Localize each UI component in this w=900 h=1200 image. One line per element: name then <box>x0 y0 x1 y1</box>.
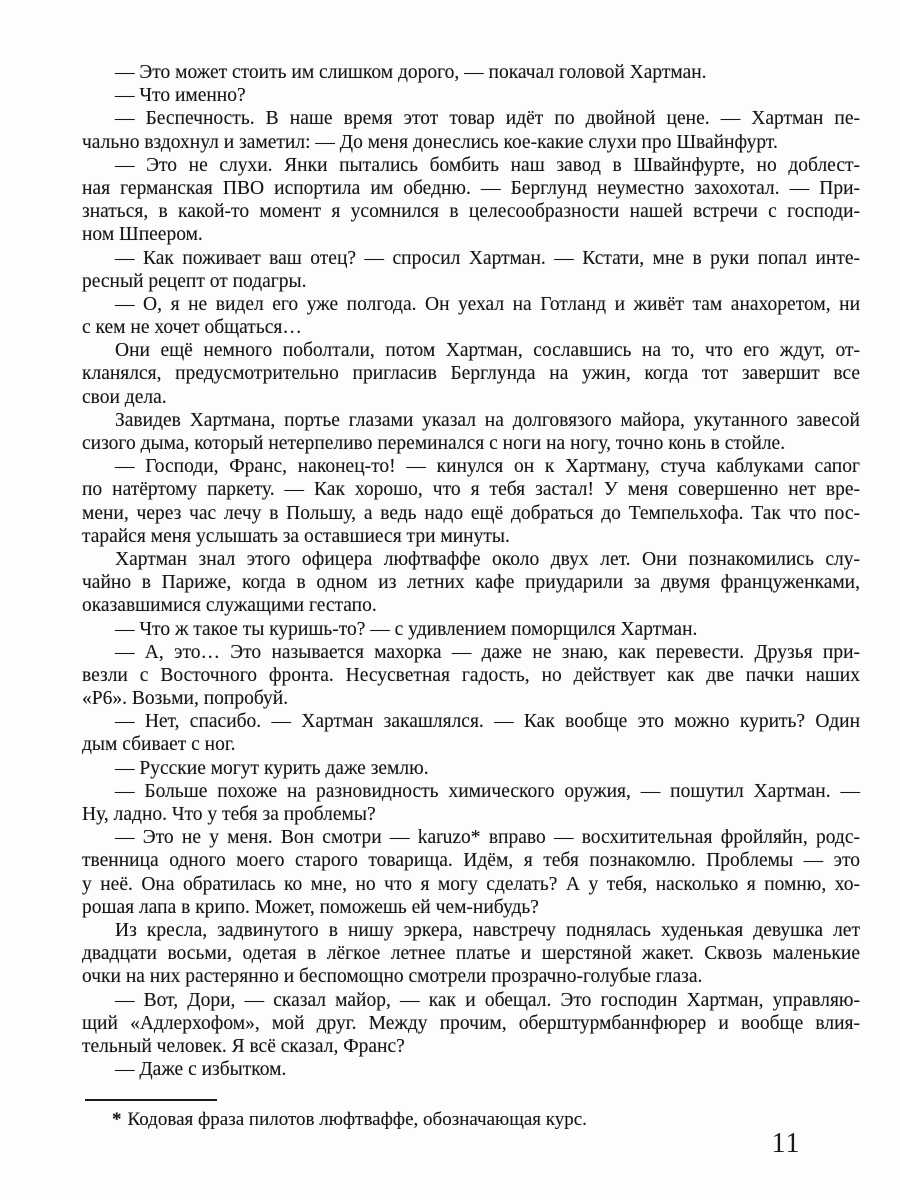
text-line: по натёртому паркету. — Как хорошо, что я тебя застал! У меня совершенно нет вре- <box>82 479 860 501</box>
text-line: щий «Адлерхофом», мой друг. Между прочим, оберштурмбаннфюрер и вообще влия- <box>82 1012 860 1034</box>
text-line: тельный человек. Я всё сказал, Франс? <box>82 1035 405 1057</box>
paragraph <box>82 641 860 711</box>
text-line: знаться, в какой-то момент я усомнился в целесообразности нашей встречи с господи- <box>82 201 860 223</box>
paragraph <box>82 826 860 919</box>
text-line: ном Шпеером. <box>82 224 203 246</box>
text-line: тарайся меня услышать за оставшиеся три минуты. <box>82 525 510 547</box>
text-line: очки на них растерянно и беспомощно смотрели прозрачно-голубые глаза. <box>82 966 703 988</box>
paragraph <box>82 780 860 826</box>
text-line: кланялся, предусмотрительно пригласив Берглунда на ужин, когда тот завершит все <box>82 363 860 385</box>
paragraph <box>82 409 860 455</box>
text-line: мени, через час лечу в Польшу, а ведь надо ещё добраться до Темпельхофа. Так что пос- <box>82 502 860 524</box>
text-line: сизого дыма, который нетерпеливо переминался с ноги на ногу, точно конь в стойле. <box>82 433 786 454</box>
text-line: — Русские могут курить даже землю. <box>115 757 429 779</box>
paragraph <box>82 757 860 780</box>
text-line: оказавшимися служащими гестапо. <box>82 595 377 617</box>
text-line: — Как поживает ваш отец? — спросил Хартман. — Кстати, мне в руки попал инте- <box>115 247 860 269</box>
paragraph <box>82 247 860 293</box>
footnote <box>82 1108 860 1131</box>
text-line: Хартман знал этого офицера люфтваффе около двух лет. Они познакомились слу- <box>115 548 860 570</box>
footnote-separator <box>85 1099 217 1101</box>
text-line: — Что ж такое ты куришь-то? — с удивлением поморщился Хартман. <box>115 618 698 640</box>
text-line: — Больше похоже на разновидность химического оружия, — пошутил Хартман. — <box>115 780 860 802</box>
text-line: свои дела. <box>82 386 167 408</box>
paragraph <box>82 1058 860 1081</box>
paragraph <box>82 293 860 339</box>
paragraph <box>82 339 860 409</box>
text-line: дым сбивает с ног. <box>82 734 236 756</box>
text-line: чально вздохнул и заметил: — До меня донеслись кое-какие слухи про Швайнфурт. <box>82 131 778 153</box>
text-line: — А, это… Это называется махорка — даже не знаю, как перевести. Друзья при- <box>115 641 860 663</box>
paragraph <box>82 61 860 84</box>
text-line: — Даже с избытком. <box>115 1059 287 1081</box>
text-block <box>82 61 860 1081</box>
paragraph <box>82 919 860 989</box>
text-line: — Беспечность. В наше время этот товар идёт по двойной цене. — Хартман пе- <box>115 108 860 130</box>
text-line: — Что именно? <box>115 85 246 107</box>
text-line: — Нет, спасибо. — Хартман закашлялся. — Как вообще это можно курить? Один <box>115 711 860 733</box>
text-line: рошая лапа в крипо. Может, поможешь ей чем-нибудь? <box>82 896 539 918</box>
paragraph <box>82 618 860 641</box>
text-line: у неё. Она обратилась ко мне, но что я могу сделать? А у тебя, насколько я помню, хо- <box>82 873 860 895</box>
footnote-text: Кодовая фраза пилотов люфтваффе, обозначающая курс. <box>127 1109 587 1130</box>
text-line: Ну, ладно. Что у тебя за проблемы? <box>82 804 376 825</box>
paragraph <box>82 989 860 1059</box>
paragraph <box>82 107 860 153</box>
footnote-marker: * <box>112 1109 122 1130</box>
text-line: — Это может стоить им слишком дорого, — покачал головой Хартман. <box>115 62 707 83</box>
text-line: чайно в Париже, когда в одном из летних кафе приударили за двумя француженками, <box>82 572 860 594</box>
paragraph <box>82 710 860 756</box>
text-line: Они ещё немного поболтали, потом Хартман, сославшись на то, что его ждут, от- <box>115 340 860 362</box>
page-number: 11 <box>771 1128 801 1159</box>
paragraph <box>82 548 860 618</box>
text-line: ресный рецепт от подагры. <box>82 270 307 292</box>
paragraph <box>82 84 860 107</box>
text-line: — Это не у меня. Вон смотри — karuzo* вправо — восхитительная фройляйн, родс- <box>115 827 860 849</box>
text-line: Из кресла, задвинутого в нишу эркера, навстречу поднялась худенькая девушка лет <box>115 919 860 941</box>
paragraph <box>82 455 860 548</box>
paragraph <box>82 154 860 247</box>
text-line: твенница одного моего старого товарища. Идём, я тебя познакомлю. Проблемы — это <box>82 850 860 872</box>
text-line: ная германская ПВО испортила им обедню. — Берглунд неуместно захохотал. — При- <box>82 177 860 199</box>
text-line: — Господи, Франс, наконец-то! — кинулся он к Хартману, стуча каблуками сапог <box>115 456 860 478</box>
text-line: двадцати восьми, одетая в лёгкое летнее платье и шерстяной жакет. Сквозь маленькие <box>82 943 860 965</box>
text-line: — Вот, Дори, — сказал майор, — как и обещал. Это господин Хартман, управляю- <box>115 989 860 1011</box>
text-line: Завидев Хартмана, портье глазами указал на долговязого майора, укутанного завесой <box>115 409 860 431</box>
text-line: — Это не слухи. Янки пытались бомбить наш завод в Швайнфурте, но доблест- <box>115 154 860 176</box>
text-line: «Р6». Возьми, попробуй. <box>82 688 289 710</box>
text-line: — О, я не видел его уже полгода. Он уехал на Готланд и живёт там анахоретом, ни <box>115 293 860 315</box>
text-line: с кем не хочет общаться… <box>82 317 302 339</box>
text-line: везли с Восточного фронта. Несусветная гадость, но действует как две пачки наших <box>82 664 860 686</box>
